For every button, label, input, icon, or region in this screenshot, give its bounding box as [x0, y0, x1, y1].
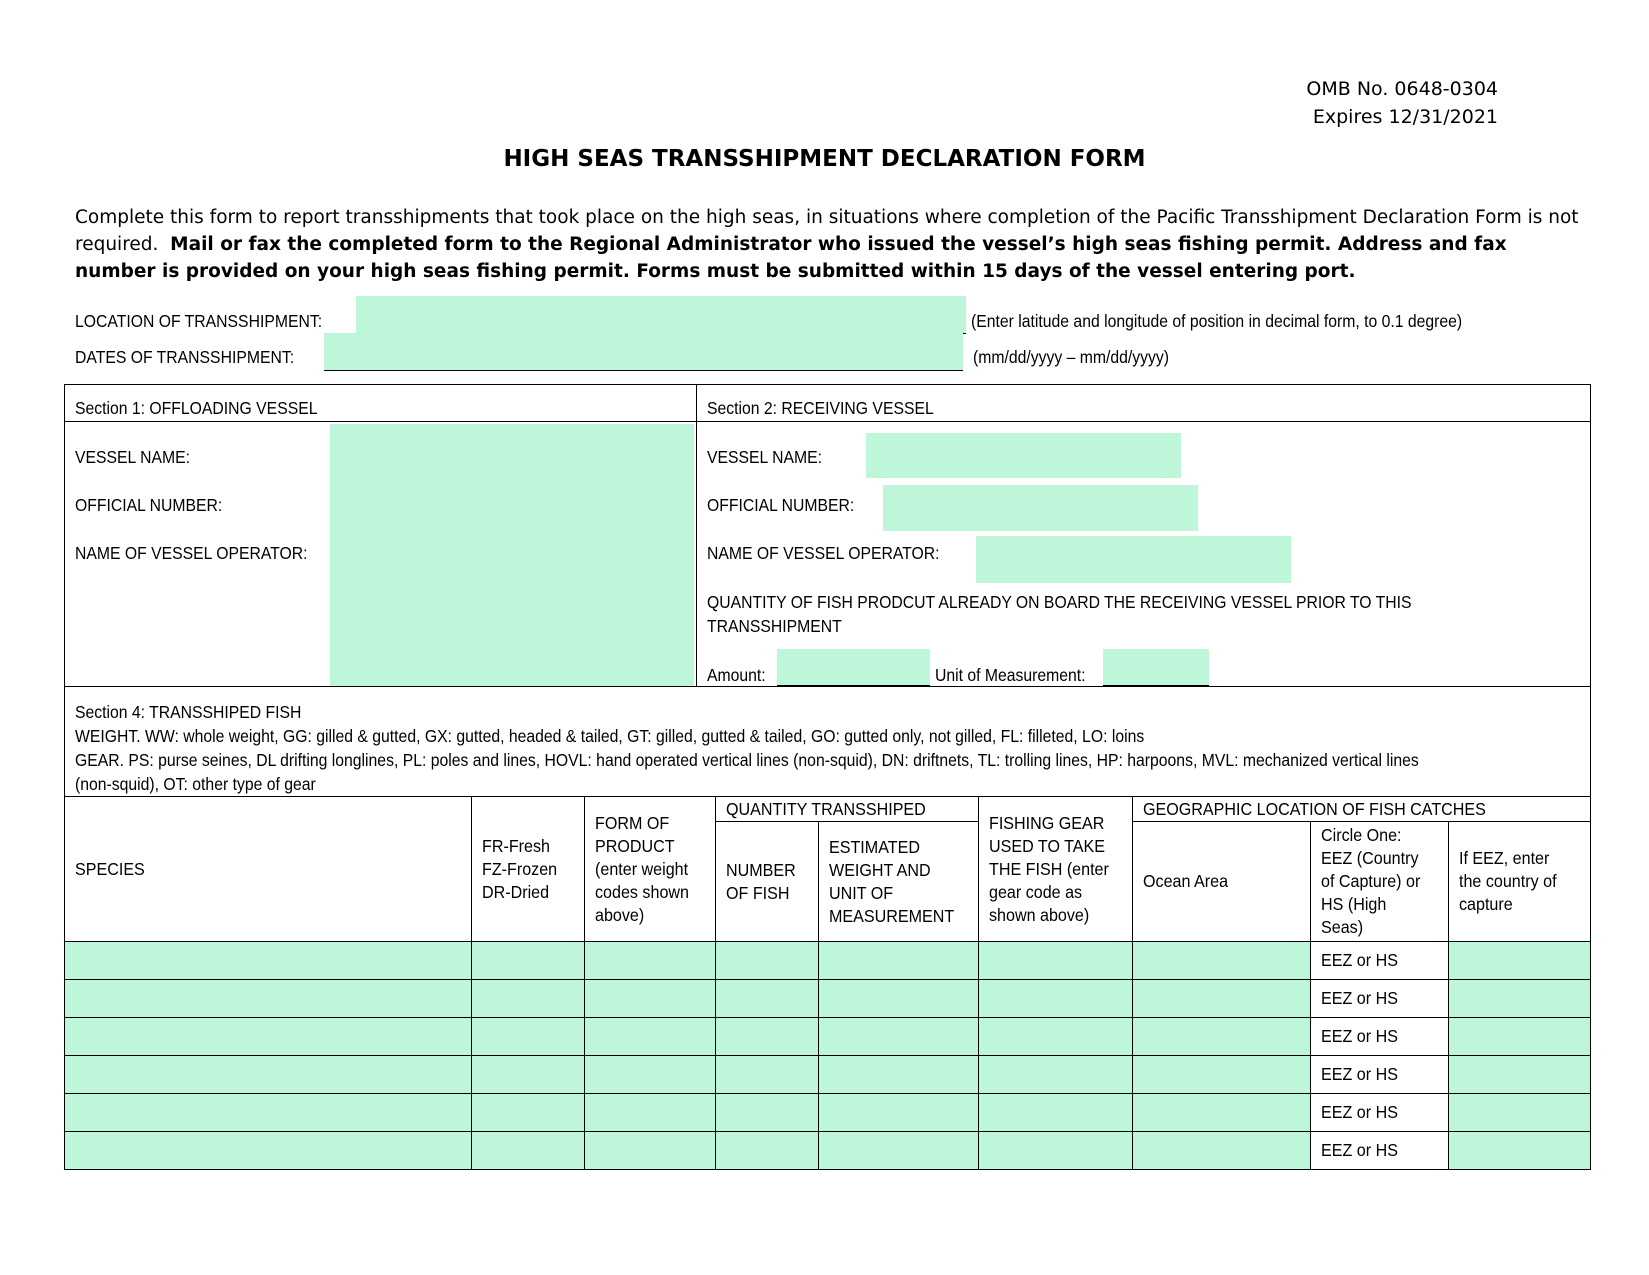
form-cell[interactable] — [585, 942, 716, 980]
ocean-header: Ocean Area — [1133, 822, 1311, 942]
country-cell[interactable] — [1449, 1056, 1591, 1094]
ocean-cell[interactable] — [1133, 942, 1311, 980]
s2-quantity-label-line1: QUANTITY OF FISH PRODCUT ALREADY ON BOARD THE RECEIVING VESSEL PRIOR TO THIS — [707, 592, 1412, 612]
section4-title: Section 4: TRANSSHIPED FISH — [75, 702, 302, 722]
number-cell[interactable] — [716, 942, 819, 980]
eez-hs-choice[interactable]: EEZ or HS — [1311, 1056, 1449, 1094]
section-divider — [696, 384, 697, 687]
eez-hs-choice[interactable]: EEZ or HS — [1311, 1132, 1449, 1170]
s2-unit-input[interactable] — [1103, 649, 1209, 686]
weight-codes: WEIGHT. WW: whole weight, GG: gilled & gutted, GX: gutted, headed & tailed, GT: gilled, gutted & tailed, GO: gutted only, not gilled, FL: filleted, LO: loins — [75, 726, 1145, 746]
number-cell[interactable] — [716, 1018, 819, 1056]
species-cell[interactable] — [65, 1094, 472, 1132]
table-row — [65, 1094, 1591, 1132]
table-row — [65, 1018, 1591, 1056]
weight-cell[interactable] — [819, 1132, 979, 1170]
country-cell[interactable] — [1449, 1094, 1591, 1132]
s1-vessel-fields[interactable] — [330, 424, 694, 686]
table-row — [65, 980, 1591, 1018]
eez-hs-choice[interactable]: EEZ or HS — [1311, 980, 1449, 1018]
weight-cell[interactable] — [819, 1018, 979, 1056]
section1-title: Section 1: OFFLOADING VESSEL — [75, 398, 318, 418]
s2-amount-input[interactable] — [777, 649, 930, 686]
species-cell[interactable] — [65, 1056, 472, 1094]
weight-cell[interactable] — [819, 1056, 979, 1094]
species-cell[interactable] — [65, 942, 472, 980]
s2-quantity-label-line2: TRANSSHIPMENT — [707, 616, 842, 636]
eez-hs-choice[interactable]: EEZ or HS — [1311, 942, 1449, 980]
quantity-group-header: QUANTITY TRANSSHIPED — [716, 797, 979, 822]
species-header: SPECIES — [65, 797, 472, 942]
form-header: FORM OF PRODUCT (enter weight codes shown above) — [585, 797, 716, 942]
gear-cell[interactable] — [979, 1056, 1133, 1094]
species-cell[interactable] — [65, 1132, 472, 1170]
country-cell[interactable] — [1449, 980, 1591, 1018]
species-cell[interactable] — [65, 1018, 472, 1056]
table-header-row-1 — [65, 797, 1591, 822]
s2-operator-label: NAME OF VESSEL OPERATOR: — [707, 543, 940, 563]
gear-cell[interactable] — [979, 1132, 1133, 1170]
table-row — [65, 942, 1591, 980]
ocean-cell[interactable] — [1133, 980, 1311, 1018]
country-cell[interactable] — [1449, 1018, 1591, 1056]
form-cell[interactable] — [585, 1094, 716, 1132]
state-cell[interactable] — [472, 1132, 585, 1170]
gear-codes-line1: GEAR. PS: purse seines, DL drifting longlines, PL: poles and lines, HOVL: hand operated vertical lines (non-squid), DN: driftnets, TL: trolling lines, HP: harpoons, MVL: mechanized vertical lines — [75, 750, 1419, 770]
estimated-header: ESTIMATED WEIGHT AND UNIT OF MEASUREMENT — [819, 822, 979, 942]
omb-number: OMB No. 0648-0304 — [1306, 78, 1498, 100]
table-row — [65, 1132, 1591, 1170]
number-cell[interactable] — [716, 1056, 819, 1094]
state-cell[interactable] — [472, 942, 585, 980]
gear-header: FISHING GEAR USED TO TAKE THE FISH (enter gear code as shown above) — [979, 797, 1133, 942]
form-cell[interactable] — [585, 1056, 716, 1094]
form-cell[interactable] — [585, 1132, 716, 1170]
gear-codes-line2: (non-squid), OT: other type of gear — [75, 774, 316, 794]
country-cell[interactable] — [1449, 1132, 1591, 1170]
ocean-cell[interactable] — [1133, 1056, 1311, 1094]
omb-expiration: Expires 12/31/2021 — [1312, 106, 1498, 128]
gear-cell[interactable] — [979, 1018, 1133, 1056]
location-input[interactable] — [356, 296, 966, 334]
ocean-cell[interactable] — [1133, 1094, 1311, 1132]
gear-cell[interactable] — [979, 980, 1133, 1018]
form-cell[interactable] — [585, 980, 716, 1018]
state-cell[interactable] — [472, 980, 585, 1018]
s1-vessel-name-label: VESSEL NAME: — [75, 447, 190, 467]
number-header: NUMBER OF FISH — [716, 822, 819, 942]
section2-title: Section 2: RECEIVING VESSEL — [707, 398, 934, 418]
location-label: LOCATION OF TRANSSHIPMENT: — [75, 311, 323, 331]
s2-vessel-name-input[interactable] — [866, 433, 1181, 478]
ocean-cell[interactable] — [1133, 1132, 1311, 1170]
number-cell[interactable] — [716, 1132, 819, 1170]
instructions — [75, 204, 1585, 285]
s2-vessel-name-label: VESSEL NAME: — [707, 447, 822, 467]
omb-block — [1306, 75, 1498, 131]
country-header: If EEZ, enter the country of capture — [1449, 822, 1591, 942]
form-cell[interactable] — [585, 1018, 716, 1056]
number-cell[interactable] — [716, 1094, 819, 1132]
state-cell[interactable] — [472, 1056, 585, 1094]
circle-header: Circle One: EEZ (Country of Capture) or HS (High Seas) — [1311, 822, 1449, 942]
weight-cell[interactable] — [819, 1094, 979, 1132]
geo-group-header: GEOGRAPHIC LOCATION OF FISH CATCHES — [1133, 797, 1591, 822]
s2-operator-input[interactable] — [976, 536, 1291, 583]
eez-hs-choice[interactable]: EEZ or HS — [1311, 1094, 1449, 1132]
s1-official-number-label: OFFICIAL NUMBER: — [75, 495, 223, 515]
location-hint: (Enter latitude and longitude of position in decimal form, to 0.1 degree) — [971, 311, 1463, 331]
number-cell[interactable] — [716, 980, 819, 1018]
s1-operator-label: NAME OF VESSEL OPERATOR: — [75, 543, 308, 563]
state-header: FR-Fresh FZ-Frozen DR-Dried — [472, 797, 585, 942]
s2-amount-label: Amount: — [707, 665, 766, 685]
s2-unit-label: Unit of Measurement: — [935, 665, 1086, 685]
weight-cell[interactable] — [819, 980, 979, 1018]
dates-input[interactable] — [324, 333, 963, 371]
gear-cell[interactable] — [979, 1094, 1133, 1132]
state-cell[interactable] — [472, 1094, 585, 1132]
species-cell[interactable] — [65, 980, 472, 1018]
weight-cell[interactable] — [819, 942, 979, 980]
gear-cell[interactable] — [979, 942, 1133, 980]
dates-label: DATES OF TRANSSHIPMENT: — [75, 347, 295, 367]
s2-official-number-input[interactable] — [883, 485, 1198, 531]
country-cell[interactable] — [1449, 942, 1591, 980]
instructions-bold: Mail or fax the completed form to the Regional Administrator who issued the vessel’s high seas fishing permit. Address and fax number is provided on your high seas fishing permit. Forms must be submitted within 15 days of the vessel entering port. — [75, 234, 1507, 282]
section-header-divider — [64, 421, 1591, 422]
form-title: HIGH SEAS TRANSSHIPMENT DECLARATION FORM — [503, 146, 1146, 172]
vessel-sections — [64, 384, 1591, 687]
s2-official-number-label: OFFICIAL NUMBER: — [707, 495, 855, 515]
table-row — [65, 1056, 1591, 1094]
instructions-plain: Complete this form to report transshipments that took place on the high seas, in situations where completion of the Pacific Transshipment Declaration Form is not required. — [75, 207, 1579, 255]
dates-hint: (mm/dd/yyyy – mm/dd/yyyy) — [973, 347, 1170, 367]
eez-hs-choice[interactable]: EEZ or HS — [1311, 1018, 1449, 1056]
transshipped-fish-table — [64, 796, 1591, 1170]
ocean-cell[interactable] — [1133, 1018, 1311, 1056]
state-cell[interactable] — [472, 1018, 585, 1056]
